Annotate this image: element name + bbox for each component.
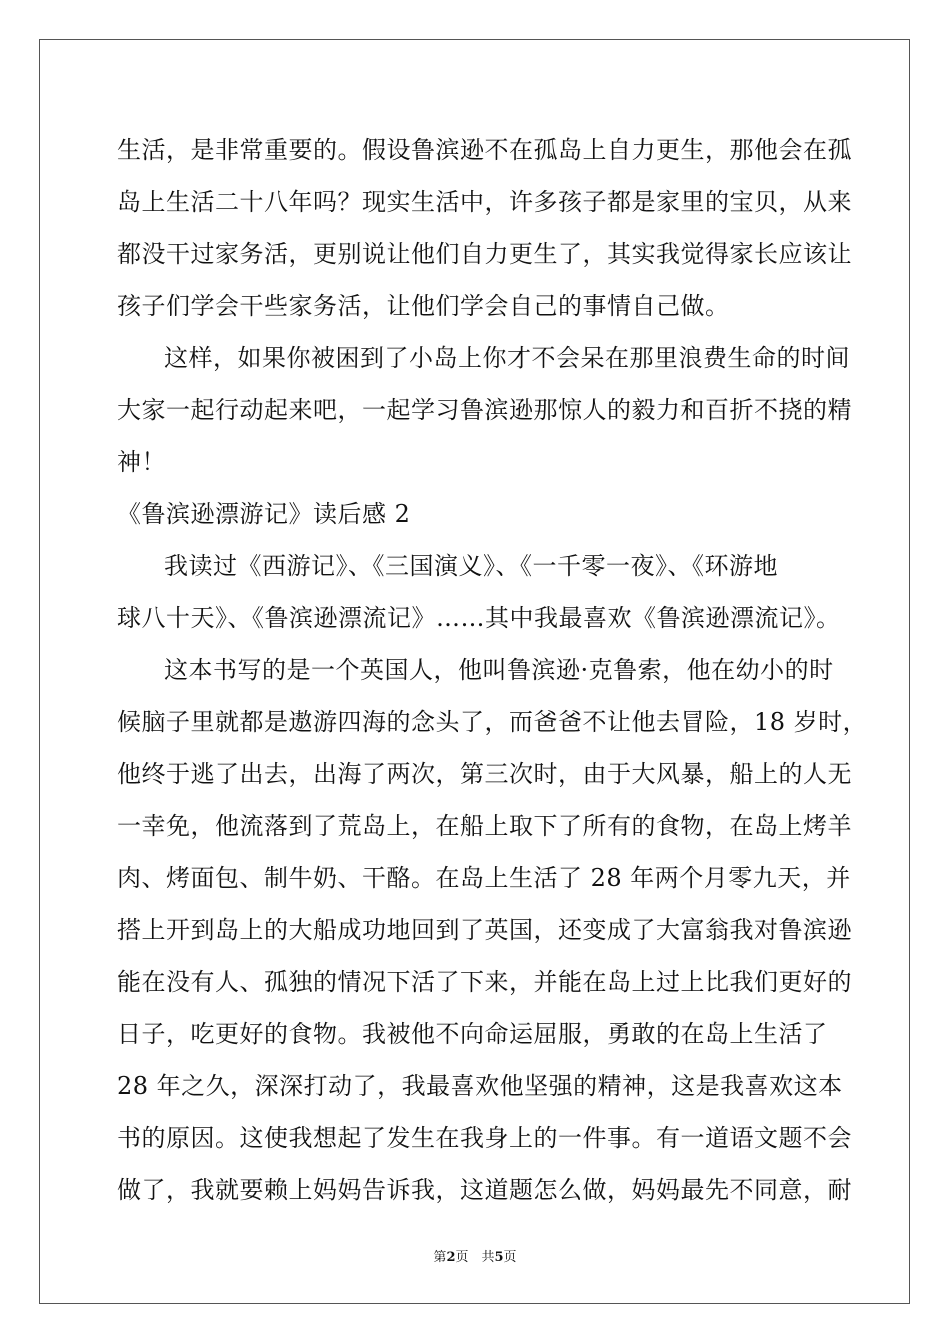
text-line: 28 年之久，深深打动了，我最喜欢他坚强的精神，这是我喜欢这本	[117, 1072, 843, 1100]
text-line: 书的原因。这使我想起了发生在我身上的一件事。有一道语文题不会	[117, 1124, 852, 1152]
text-line: 搭上开到岛上的大船成功地回到了英国，还变成了大富翁我对鲁滨逊	[117, 916, 852, 944]
text-line: 这样，如果你被困到了小岛上你才不会呆在那里浪费生命的时间	[164, 344, 850, 372]
total-pages: 5	[494, 1250, 504, 1265]
text-line: 能在没有人、孤独的情况下活了下来，并能在岛上过上比我们更好的	[117, 968, 852, 996]
text-line: 做了，我就要赖上妈妈告诉我，这道题怎么做，妈妈最先不同意，耐	[117, 1176, 852, 1204]
text-line: 生活，是非常重要的。假设鲁滨逊不在孤岛上自力更生，那他会在孤	[117, 136, 852, 164]
page-footer	[0, 1246, 950, 1265]
document-body	[117, 124, 868, 1216]
text-line: 岛上生活二十八年吗？现实生活中，许多孩子都是家里的宝贝，从来	[117, 188, 852, 216]
text-line: 他终于逃了出去，出海了两次，第三次时，由于大风暴，船上的人无	[117, 760, 852, 788]
text-line: 我读过《西游记》、《三国演义》、《一千零一夜》、《环游地	[164, 552, 778, 580]
text-line: 球八十天》、《鲁滨逊漂流记》……其中我最喜欢《鲁滨逊漂流记》。	[117, 604, 841, 632]
text-line: 都没干过家务活，更别说让他们自力更生了，其实我觉得家长应该让	[117, 240, 852, 268]
text-line: 孩子们学会干些家务活，让他们学会自己的事情自己做。	[117, 292, 730, 320]
text-line: 这本书写的是一个英国人，他叫鲁滨逊·克鲁索，他在幼小的时	[164, 656, 834, 684]
text-line: 一幸免，他流落到了荒岛上，在船上取下了所有的食物，在岛上烤羊	[117, 812, 852, 840]
text-line: 神！	[117, 448, 166, 476]
text-line: 肉、烤面包、制牛奶、干酪。在岛上生活了 28 年两个月零九天，并	[117, 864, 851, 892]
text-line: 日子，吃更好的食物。我被他不向命运屈服，勇敢的在岛上生活了	[117, 1020, 828, 1048]
page-number: 2	[446, 1250, 456, 1265]
text-line: 候脑子里就都是遨游四海的念头了，而爸爸不让他去冒险，18 岁时，	[117, 708, 868, 736]
footer-mid: 页 共	[455, 1250, 495, 1265]
section-heading: 《鲁滨逊漂游记》读后感 2	[117, 500, 411, 528]
footer-prefix: 第	[433, 1250, 447, 1265]
text-line: 大家一起行动起来吧，一起学习鲁滨逊那惊人的毅力和百折不挠的精	[117, 396, 852, 424]
footer-suffix: 页	[503, 1250, 517, 1265]
